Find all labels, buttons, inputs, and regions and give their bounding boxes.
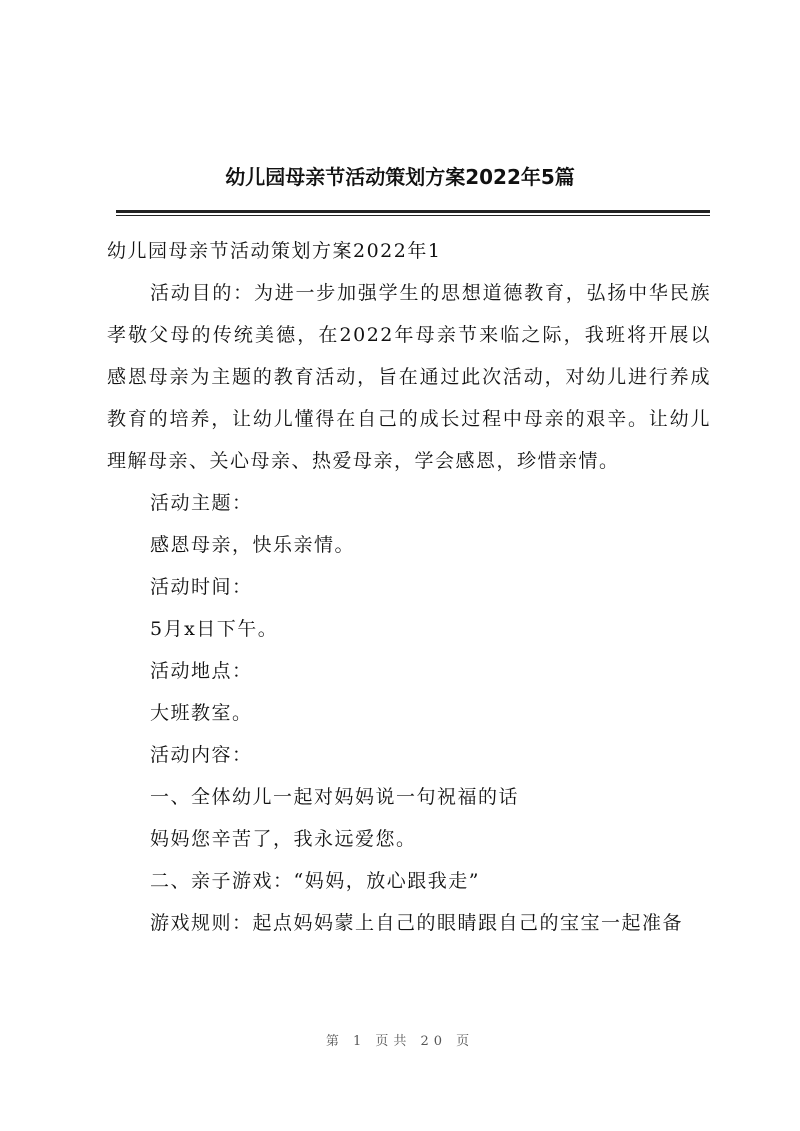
paragraph-blessing: 妈妈您辛苦了，我永远爱您。: [150, 828, 417, 850]
document-body: [107, 230, 711, 944]
document-title: 幼儿园母亲节活动策划方案2022年5篇: [225, 165, 575, 189]
paragraph-theme-label: 活动主题：: [150, 492, 253, 514]
paragraph-theme: 感恩母亲，快乐亲情。: [150, 534, 356, 556]
paragraph-purpose: 活动目的：为进一步加强学生的思想道德教育，弘扬中华民族孝敬父母的传统美德，在2022年母亲节来临之际，我班将开展以感恩母亲为主题的教育活动，旨在通过此次活动，对幼儿进行养成教育的培养，让幼儿懂得在自己的成长过程中母亲的艰辛。让幼儿理解母亲、关心母亲、热爱母亲，学会感恩，珍惜亲情。: [107, 282, 711, 472]
paragraph-time-label: 活动时间：: [150, 576, 253, 598]
page-footer: 第 1 页共 20 页: [325, 1034, 475, 1049]
paragraph-item-one: 一、全体幼儿一起对妈妈说一句祝福的话: [150, 786, 520, 808]
title-divider: [116, 210, 710, 216]
paragraph-content-label: 活动内容：: [150, 744, 253, 766]
paragraph-item-two: 二、亲子游戏：“妈妈，放心跟我走”: [150, 870, 480, 892]
paragraph-game-rules: 游戏规则：起点妈妈蒙上自己的眼睛跟自己的宝宝一起准备: [150, 912, 684, 934]
paragraph-time: 5月x日下午。: [150, 618, 279, 640]
section-heading: 幼儿园母亲节活动策划方案2022年1: [107, 240, 442, 262]
paragraph-location-label: 活动地点：: [150, 660, 253, 682]
paragraph-location: 大班教室。: [150, 702, 253, 724]
